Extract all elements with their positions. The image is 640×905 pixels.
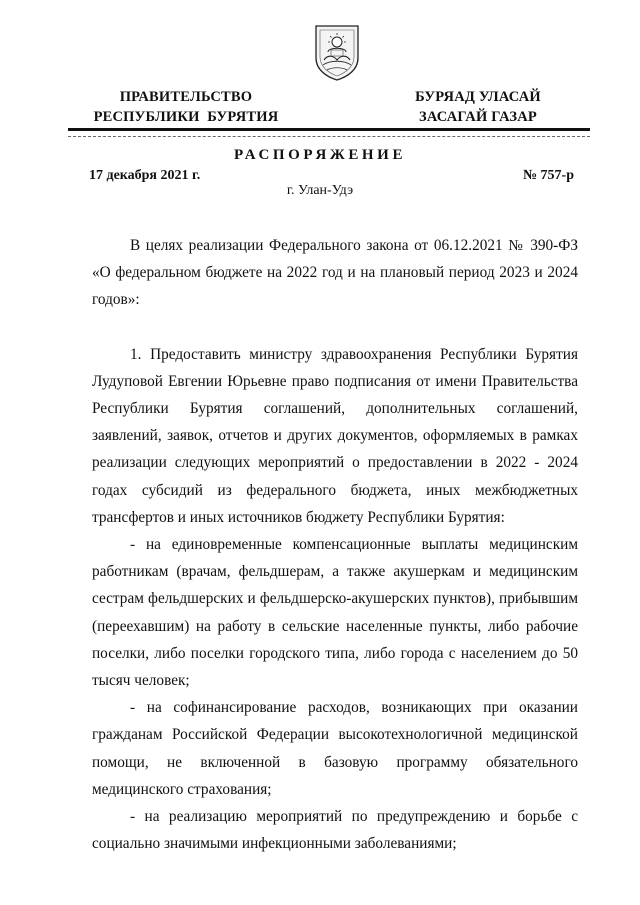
coat-of-arms-icon	[313, 24, 361, 82]
org-name-ru	[86, 87, 286, 127]
document-city: г. Улан-Удэ	[286, 183, 354, 198]
paragraph-item-1: 1. Предоставить министру здравоохранения Республики Бурятия Лудуповой Евгении Юрьевне право подписания от имени Правительства Республики Бурятия соглашений, дополнительных соглашений, заявлений, заявок, отчетов и других документов, оформляемых в рамках реализации следующих мероприятий о предоставлении в 2022 - 2024 годах субсидий из федерального бюджета, иных межбюджетных трансфертов и иных источников бюджету Республики Бурятия:	[92, 345, 578, 526]
document-body	[92, 232, 578, 857]
org-name-bua-line1: БУРЯАД УЛАСАЙ	[415, 89, 541, 105]
paragraph-preamble: В целях реализации Федерального закона от 06.12.2021 № 390-ФЗ «О федеральном бюджете на 2022 год и на плановый период 2023 и 2024 годов»:	[92, 237, 578, 309]
paragraph-bullet: - на единовременные компенсационные выплаты медицинским работникам (врачам, фельдшерам, а также акушеркам и медицинским сестрам фельдшерских и фельдшерско-акушерских пунктов), прибывшим (переехавшим) на работу в сельские населенные пункты, либо рабочие поселки, либо поселки городского типа, либо города с населением до 50 тысяч человек;	[92, 536, 578, 690]
org-name-ru-line1: ПРАВИТЕЛЬСТВО	[119, 89, 253, 105]
header-divider-thick	[68, 128, 590, 131]
org-name-bua	[398, 87, 558, 127]
document-title: РАСПОРЯЖЕНИЕ	[233, 147, 407, 163]
paragraph-bullet: - на реализацию мероприятий по предупреждению и борьбе с социально значимыми инфекционными заболеваниями;	[92, 808, 578, 853]
org-name-bua-line2: ЗАСАГАЙ ГАЗАР	[419, 109, 537, 125]
paragraph-bullet: - на софинансирование расходов, возникающих при оказании гражданам Российской Федерации высокотехнологичной медицинской помощи, не включенной в базовую программу обязательного медицинского страхования;	[92, 699, 578, 798]
header-divider-dotted	[68, 136, 590, 137]
document-number: № 757-р	[522, 168, 574, 183]
document-date: 17 декабря 2021 г.	[89, 168, 201, 183]
org-name-ru-line2: РЕСПУБЛИКИ БУРЯТИЯ	[93, 109, 279, 125]
